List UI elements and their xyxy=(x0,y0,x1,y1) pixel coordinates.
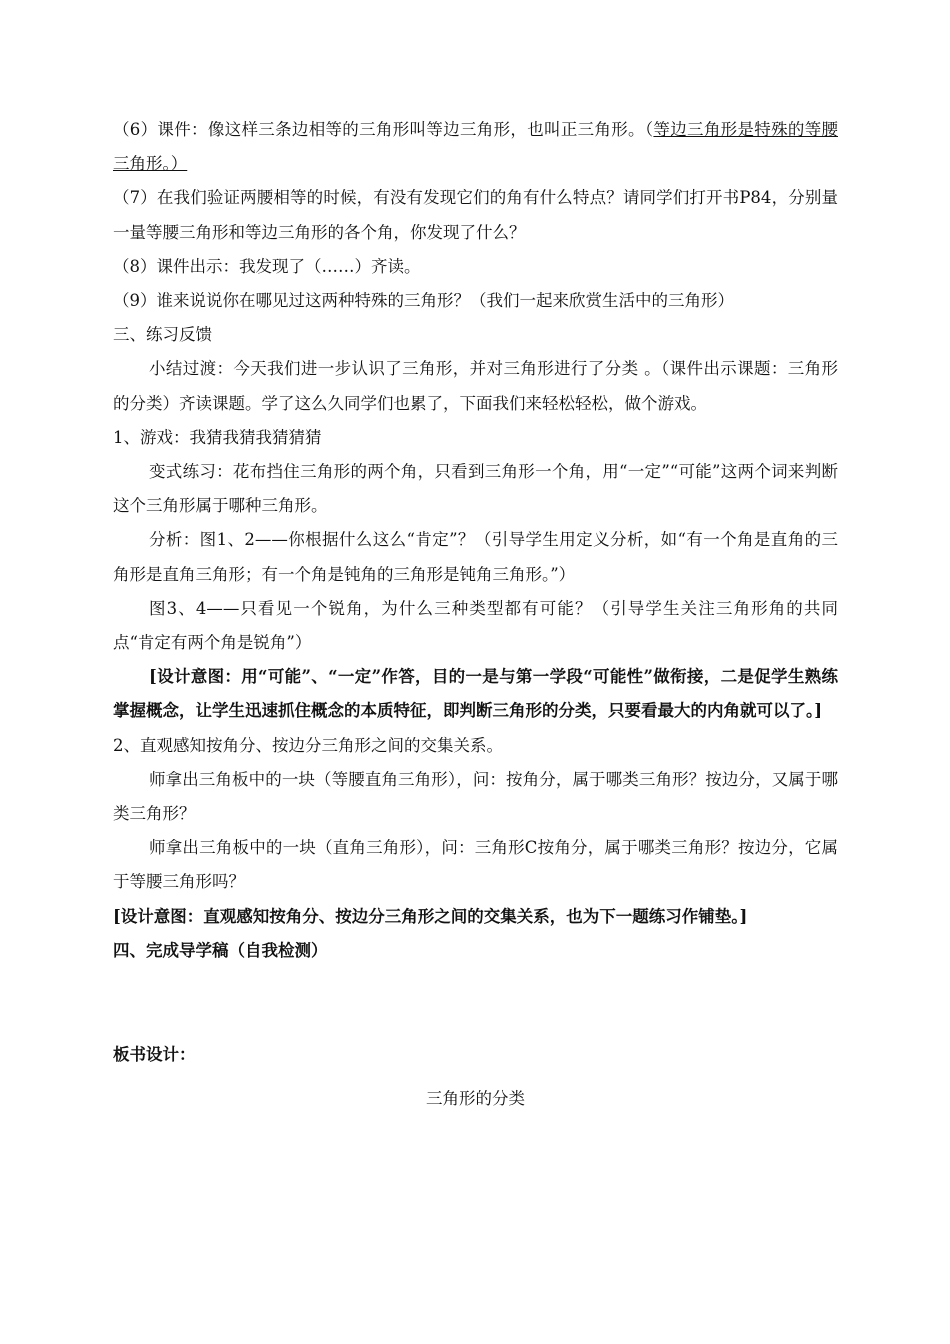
paragraph-text: （6）课件：像这样三条边相等的三角形叫等边三角形，也叫正三角形。（ xyxy=(113,120,654,139)
document-page xyxy=(113,113,838,1116)
paragraph-analysis-fig34: 图3、4——只看见一个锐角，为什么三种类型都有可能？（引导学生关注三角形角的共同点“肯定有两个角是锐角”） xyxy=(113,598,838,653)
paragraph-intersection-title: 2、直观感知按角分、按边分三角形之间的交集关系。 xyxy=(113,735,503,755)
board-design-label: 板书设计： xyxy=(113,1045,196,1065)
design-intent-note-2: [设计意图：直观感知按角分、按边分三角形之间的交集关系，也为下一题练习作铺垫。] xyxy=(113,906,748,926)
paragraph-set-square-2: 师拿出三角板中的一块（直角三角形），问：三角形C按角分，属于哪类三角形？按边分，它属于等腰三角形吗？ xyxy=(113,838,838,892)
paragraph-analysis-fig12: 分析：图1、2——你根据什么这么“肯定”？（引导学生用定义分析，如“有一个角是直角的三角形是直角三角形；有一个角是钝角的三角形是钝角三角形。”） xyxy=(113,530,838,584)
underlined-note: 等边三角形是特殊的等腰三角形。） xyxy=(113,120,839,174)
design-intent-note-1: [设计意图：用“可能”、“一定”作答，目的一是与第一学段“可能性”做衔接，二是促学生熟练掌握概念，让学生迅速抓住概念的本质特征，即判断三角形的分类，只要看最大的内角就可以了。] xyxy=(113,667,838,721)
paragraph-set-square-1: 师拿出三角板中的一块（等腰直角三角形），问：按角分，属于哪类三角形？按边分，又属于哪类三角形？ xyxy=(113,769,838,824)
section-heading-practice: 三、练习反馈 xyxy=(113,325,212,345)
paragraph-variant-exercise: 变式练习：花布挡住三角形的两个角，只看到三角形一个角，用“一定”“可能”这两个词来判断这个三角形属于哪种三角形。 xyxy=(113,462,838,516)
paragraph-verify-angles: （7）在我们验证两腰相等的时候，有没有发现它们的角有什么特点？请同学们打开书P84，分别量一量等腰三角形和等边三角形的各个角，你发现了什么？ xyxy=(113,188,838,242)
paragraph-courseware-discovery: （8）课件出示：我发现了（……）齐读。 xyxy=(113,256,421,276)
section-heading-worksheet: 四、完成导学稿（自我检测） xyxy=(113,940,328,960)
paragraph-where-seen: （9）谁来说说你在哪见过这两种特殊的三角形？（我们一起来欣赏生活中的三角形） xyxy=(113,291,734,311)
paragraph-courseware-equilateral xyxy=(113,113,838,181)
paragraph-summary-transition: 小结过渡：今天我们进一步认识了三角形，并对三角形进行了分类 。（课件出示课题：三角形的分类）齐读课题。学了这么久同学们也累了，下面我们来轻松轻松，做个游戏。 xyxy=(113,359,838,413)
paragraph-game-title: 1、游戏：我猜我猜我猜猜猜 xyxy=(113,427,322,447)
board-design-title: 三角形的分类 xyxy=(426,1089,525,1109)
spacer xyxy=(113,968,838,1038)
